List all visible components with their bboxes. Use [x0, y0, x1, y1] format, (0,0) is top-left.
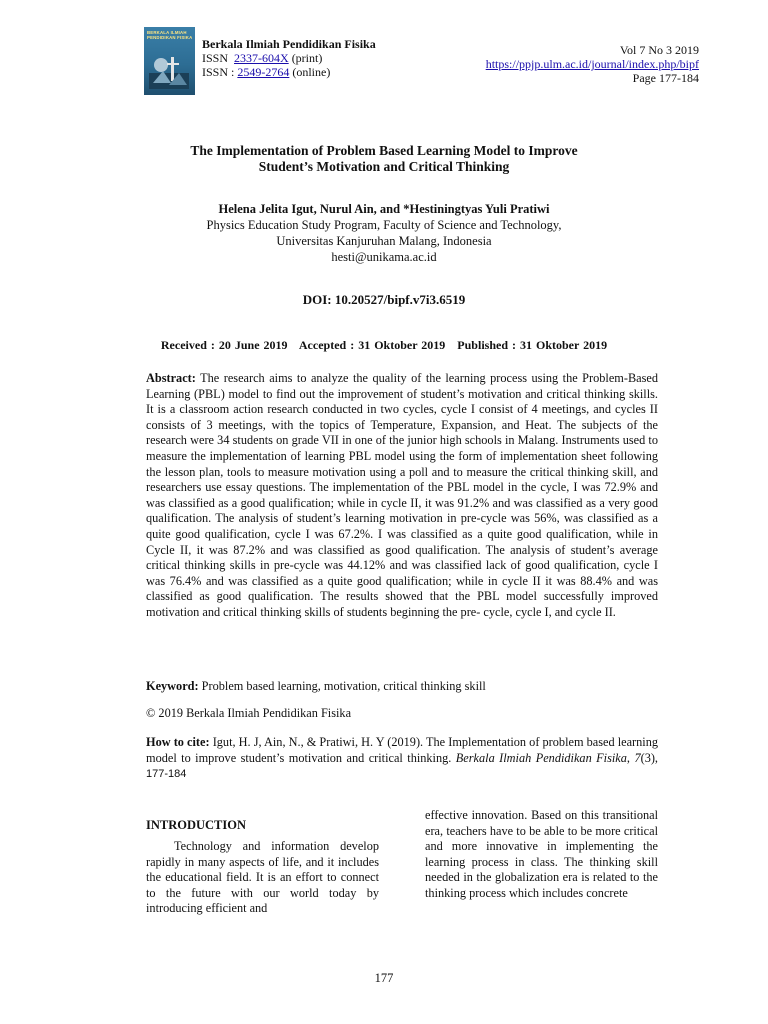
journal-name: Berkala Ilmiah Pendidikan Fisika — [202, 37, 376, 51]
intro-column-right: effective innovation. Based on this transitional era, teachers have to be able to be more critical and more innovative in implementing the learning process in class. The thinking skill needed in the globalization era is related to the thinking process which includes concrete — [425, 808, 658, 900]
issn-online-link[interactable]: 2549-2764 — [237, 65, 290, 79]
doi: DOI: 10.20527/bipf.v7i3.6519 — [302, 292, 466, 307]
cover-artwork-icon — [149, 53, 189, 89]
author-email: hesti@unikama.ac.id — [331, 250, 437, 264]
page-number: 177 — [374, 971, 394, 985]
journal-url-link[interactable]: https://ppjp.ulm.ac.id/journal/index.php/bipf — [485, 57, 699, 71]
affiliation-line-2: Universitas Kanjuruhan Malang, Indonesia — [276, 234, 492, 248]
volume-label: Vol 7 No 3 2019 — [619, 43, 699, 57]
author-block — [120, 201, 648, 265]
how-to-cite: How to cite: Igut, H. J, Ain, N., & Pratiwi, H. Y (2019). The Implementation of problem based learning model to improve student’s motivation and critical thinking. Berkala Ilmiah Pendidikan Fisika, 7(3), 177-184 — [146, 735, 659, 781]
publication-dates: Received : 20 June 2019 Accepted : 31 Oktober 2019 Published : 31 Oktober 2019 — [160, 338, 608, 352]
issue-info — [486, 43, 699, 85]
journal-info — [202, 37, 376, 79]
issn-print-line: ISSN 2337-604X (print) — [202, 51, 323, 65]
cite-journal: Berkala Ilmiah Pendidikan Fisika — [455, 750, 627, 765]
abstract-text: The research aims to analyze the quality of the learning process using the Problem-Based Learning (PBL) model to find out the improvement of student’s motivation and critical thinking skills. It is a classroom action research conducted in two cycles, cycle I consist of 4 meetings, and cycles II consists of 3 meetings, with the topics of Temperature, Expansion, and Heat. The subjects of the research were 34 students on grade VII in one of the junior high schools in Malang. Instruments used to measure the implementation of learning PBL model using the form of implementation sheet following the lesson plan, tools to measure motivation using a poll and to measure the critical thinking skill, and researchers use essay questions. The implementation of the PBL model in the cycle, I was 72.9% and was classified as a good qualification; while in cycle II, it was 91.2% and was classified as a very good qualification. The analysis of student’s learning motivation in pre-cycle was 56%, was classified as a quite good qualification, cycle I was 67.2%. I was classified as a quite good qualification, while in Cycle II, it was 87.2% and was classified as good qualification. The analysis of student’s average critical thinking skills in pre-cycle was 44.12% and was classified lack of good qualification, cycle I was 76.4% and was classified as a quite good qualification; while in cycle II it was 88.4% and was classified as good qualification. The results showed that the PBL model successfully improved motivation and critical thinking skills of students beginning the pre- cycle, cycle I, and cycle II. — [146, 371, 658, 619]
abstract-label: Abstract: — [146, 371, 196, 385]
issn-print-link[interactable]: 2337-604X — [234, 51, 289, 65]
copyright: © 2019 Berkala Ilmiah Pendidikan Fisika — [146, 706, 352, 720]
abstract — [146, 371, 658, 621]
issn-online-line: ISSN : 2549-2764 (online) — [202, 65, 331, 79]
doi-value: 10.20527/bipf.v7i3.6519 — [334, 292, 466, 307]
article-title: The Implementation of Problem Based Learning Model to Improve Student’s Motivation and Critical Thinking — [190, 143, 578, 174]
page-range: Page 177-184 — [632, 71, 699, 85]
introduction-heading: INTRODUCTION — [146, 818, 247, 832]
keywords-text: Problem based learning, motivation, critical thinking skill — [201, 679, 486, 693]
journal-cover-image — [144, 27, 195, 95]
cite-volume: 7 — [634, 750, 641, 765]
intro-column-left: Technology and information develop rapidly in many aspects of life, and it includes the educational field. It is an effort to connect to the future with our world today by introducing efficient and — [146, 839, 379, 916]
affiliation-line-1: Physics Education Study Program, Faculty of Science and Technology, — [206, 218, 562, 232]
cite-text: Igut, H. J, Ain, N., & Pratiwi, H. Y (2019). The Implementation of problem based learning model to improve student’s motivation and critical thinking. — [146, 735, 659, 765]
cite-pages: 177-184 — [146, 768, 187, 781]
cover-title: BERKALA ILMIAH PENDIDIKAN FISIKA — [147, 30, 193, 40]
author-names: Helena Jelita Igut, Nurul Ain, and *Hestiningtyas Yuli Pratiwi — [218, 202, 550, 216]
keywords: Keyword: Problem based learning, motivation, critical thinking skill — [146, 679, 486, 693]
